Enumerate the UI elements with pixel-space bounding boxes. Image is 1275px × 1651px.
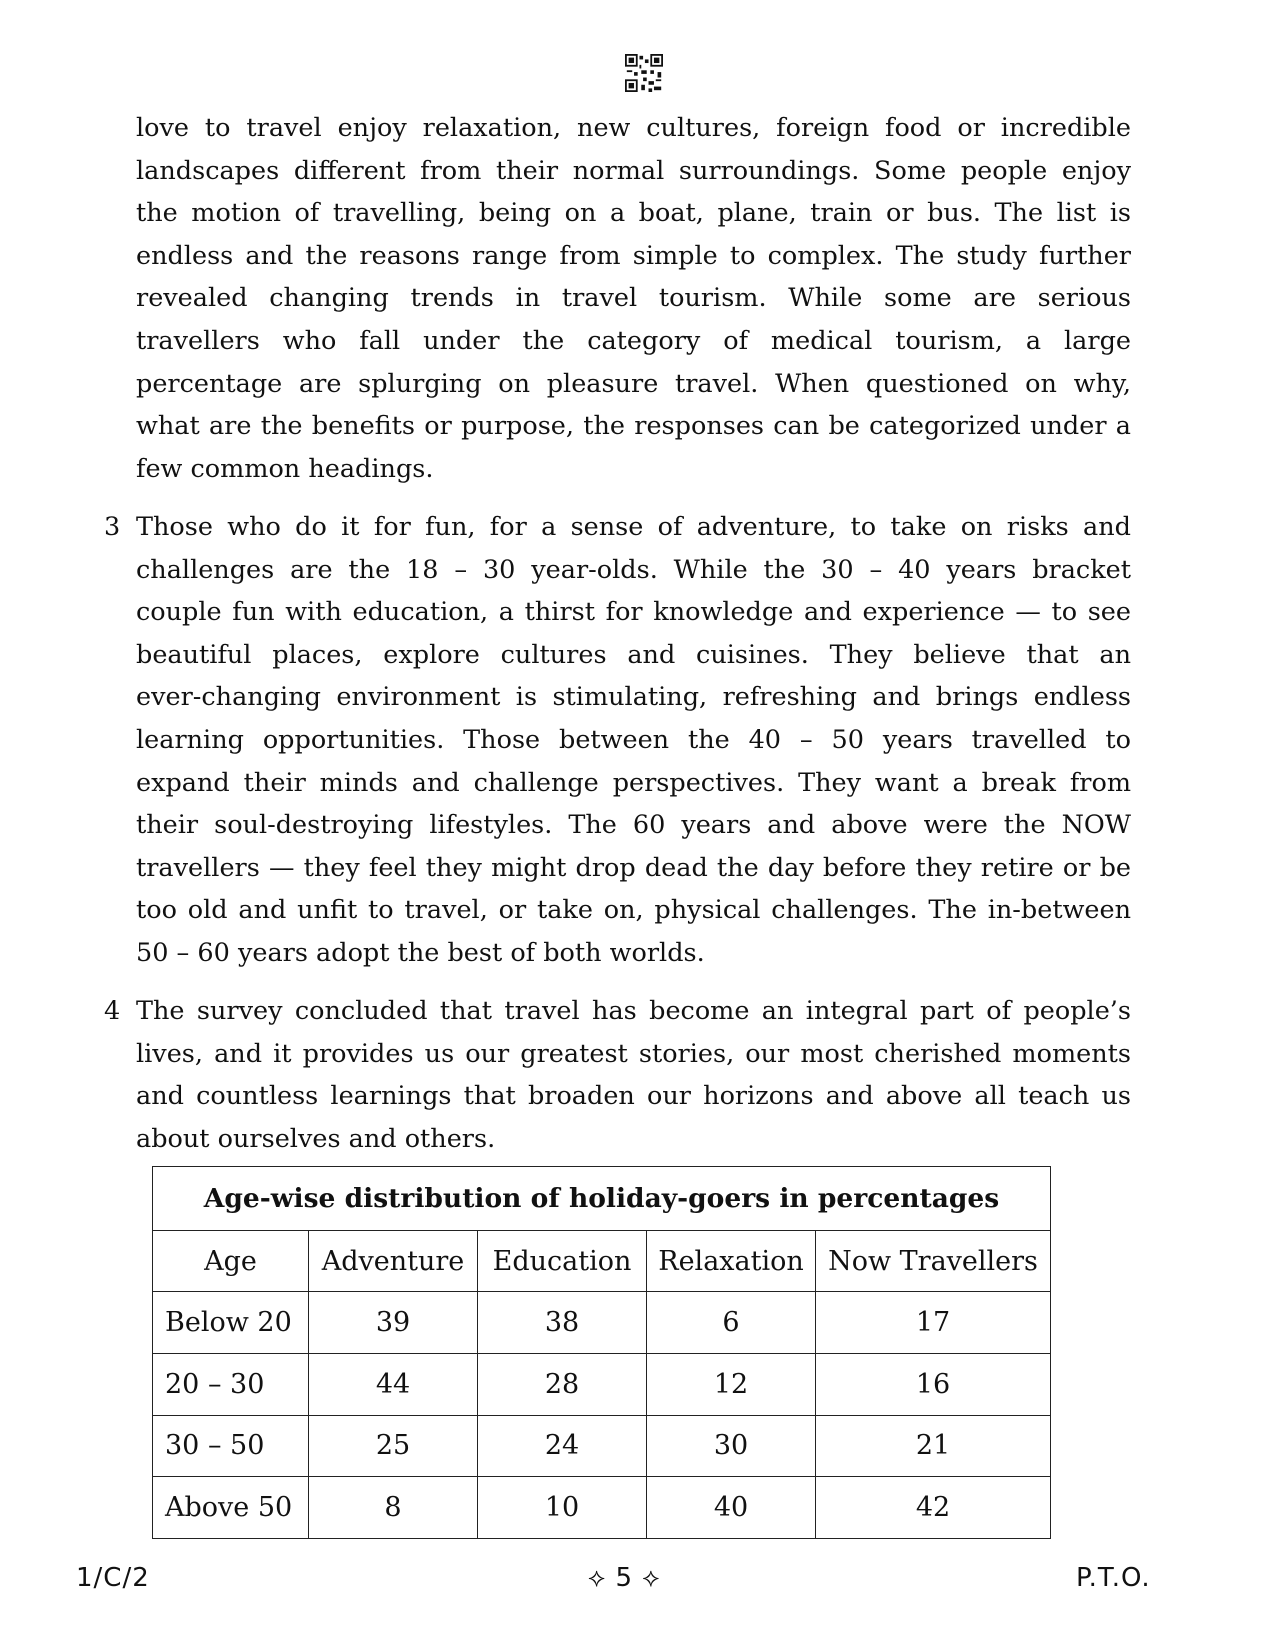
footer-pto: P.T.O. bbox=[1076, 1563, 1151, 1593]
paragraph-line: Those who do it for fun, for a sense of adventure, to take on risks and bbox=[136, 512, 1131, 542]
paragraph-line: revealed changing trends in travel tourism. While some are serious bbox=[136, 283, 1131, 314]
distribution-table bbox=[152, 1166, 1051, 1539]
table-cell: 30 – 50 bbox=[153, 1415, 309, 1477]
column-header: Now Travellers bbox=[816, 1230, 1051, 1292]
paragraph-line: their soul-destroying lifestyles. The 60 years and above were the NOW bbox=[136, 810, 1131, 841]
paragraph-line: too old and unfit to travel, or take on, physical challenges. The in-between bbox=[136, 895, 1131, 926]
table-cell: 6 bbox=[647, 1292, 816, 1354]
table-cell: Below 20 bbox=[153, 1292, 309, 1354]
paragraph-line: beautiful places, explore cultures and cuisines. They believe that an bbox=[136, 639, 1131, 670]
paragraph-line: what are the benefits or purpose, the responses can be categorized under a bbox=[136, 411, 1131, 442]
paragraph-line: and countless learnings that broaden our horizons and above all teach us bbox=[136, 1081, 1131, 1112]
paragraph-line: 50 – 60 years adopt the best of both worlds. bbox=[136, 937, 705, 968]
paragraph-line: endless and the reasons range from simple to complex. The study further bbox=[136, 240, 1131, 271]
paragraph-line: travellers who fall under the category of medical tourism, a large bbox=[136, 325, 1131, 356]
table-cell: 28 bbox=[478, 1353, 647, 1415]
paragraph-line: challenges are the 18 – 30 year-olds. While the 30 – 40 years bracket bbox=[136, 554, 1131, 585]
table-row bbox=[153, 1292, 1051, 1354]
table-cell: 42 bbox=[816, 1477, 1051, 1539]
paragraph-continuation bbox=[136, 107, 1131, 490]
paragraph-line: couple fun with education, a thirst for knowledge and experience — to see bbox=[136, 597, 1131, 628]
paragraph-3 bbox=[136, 506, 1131, 975]
table-row bbox=[153, 1353, 1051, 1415]
paragraph-line: the motion of travelling, being on a boat, plane, train or bus. The list is bbox=[136, 198, 1131, 229]
table-row bbox=[153, 1477, 1051, 1539]
paragraph-line: learning opportunities. Those between the 40 – 50 years travelled to bbox=[136, 724, 1131, 755]
table-cell: 38 bbox=[478, 1292, 647, 1354]
table-header-row bbox=[153, 1230, 1051, 1292]
qr-code-icon bbox=[625, 54, 663, 92]
paragraph-line: few common headings. bbox=[136, 453, 434, 484]
paragraph-line: travellers — they feel they might drop dead the day before they retire or be bbox=[136, 852, 1131, 883]
paragraph-line: expand their minds and challenge perspectives. They want a break from bbox=[136, 767, 1131, 798]
table-row bbox=[153, 1415, 1051, 1477]
paragraph-line: ever-changing environment is stimulating, refreshing and brings endless bbox=[136, 682, 1131, 713]
paragraph-number: 3 bbox=[104, 512, 121, 542]
column-header: Relaxation bbox=[647, 1230, 816, 1292]
table-cell: 17 bbox=[816, 1292, 1051, 1354]
paragraph-4 bbox=[136, 990, 1131, 1160]
table-cell: 24 bbox=[478, 1415, 647, 1477]
table-cell: 20 – 30 bbox=[153, 1353, 309, 1415]
paragraph-line: landscapes different from their normal surroundings. Some people enjoy bbox=[136, 155, 1131, 186]
table-cell: 44 bbox=[309, 1353, 478, 1415]
column-header: Adventure bbox=[309, 1230, 478, 1292]
column-header: Education bbox=[478, 1230, 647, 1292]
table-cell: 10 bbox=[478, 1477, 647, 1539]
table-cell: 30 bbox=[647, 1415, 816, 1477]
paragraph-line: percentage are splurging on pleasure travel. When questioned on why, bbox=[136, 368, 1131, 399]
table-cell: 8 bbox=[309, 1477, 478, 1539]
table-cell: 39 bbox=[309, 1292, 478, 1354]
table-title: Age-wise distribution of holiday-goers in percentages bbox=[153, 1167, 1051, 1231]
column-header: Age bbox=[153, 1230, 309, 1292]
footer-page-number: ⟡ 5 ⟡ bbox=[588, 1563, 661, 1593]
paragraph-line: The survey concluded that travel has become an integral part of people’s bbox=[136, 996, 1131, 1026]
table-cell: 12 bbox=[647, 1353, 816, 1415]
table-cell: 25 bbox=[309, 1415, 478, 1477]
footer-paper-code: 1/C/2 bbox=[76, 1563, 150, 1593]
table-cell: 21 bbox=[816, 1415, 1051, 1477]
paragraph-line: lives, and it provides us our greatest stories, our most cherished moments bbox=[136, 1038, 1131, 1069]
paragraph-line: about ourselves and others. bbox=[136, 1123, 496, 1154]
table-cell: Above 50 bbox=[153, 1477, 309, 1539]
paragraph-number: 4 bbox=[104, 996, 121, 1026]
table-cell: 40 bbox=[647, 1477, 816, 1539]
table-cell: 16 bbox=[816, 1353, 1051, 1415]
table-title-row bbox=[153, 1167, 1051, 1231]
paragraph-line: love to travel enjoy relaxation, new cultures, foreign food or incredible bbox=[136, 113, 1131, 143]
